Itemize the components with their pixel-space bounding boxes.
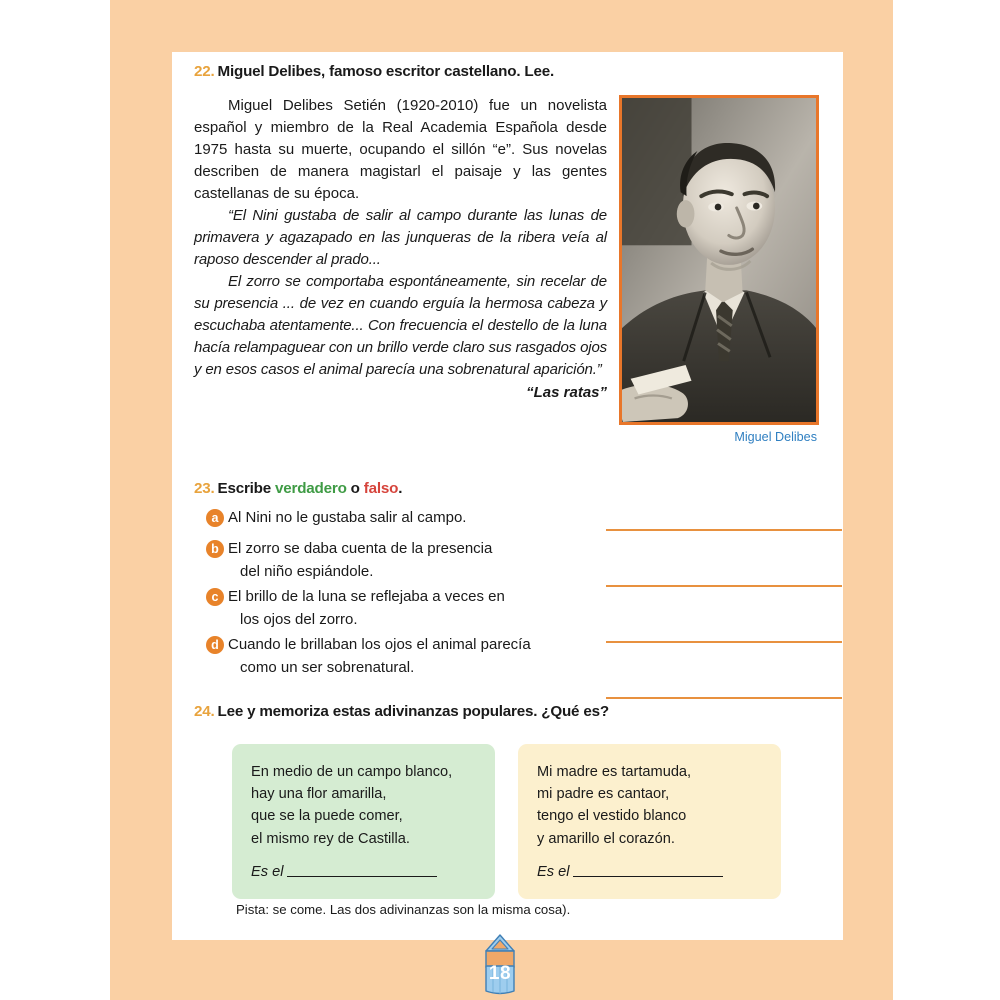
- riddle-green-line-4: el mismo rey de Castilla.: [251, 830, 410, 847]
- quote-source: “Las ratas”: [526, 383, 607, 401]
- item-text-a-line1: Al Nini no le gustaba salir al campo.: [228, 509, 467, 526]
- item-text-c: [228, 586, 588, 631]
- content-sheet: [172, 52, 843, 940]
- exercise-22-heading: [194, 62, 824, 81]
- author-photo-block: [619, 95, 819, 444]
- riddle-green-line-2: hay una flor amarilla,: [251, 786, 387, 803]
- exercise-23-heading: [194, 479, 402, 498]
- item-text-d: [228, 634, 588, 679]
- item-text-c-line2: los ojos del zorro.: [240, 610, 358, 628]
- riddle-yellow-line-3: tengo el vestido blanco: [537, 808, 687, 825]
- keyword-verdadero: verdadero: [275, 480, 347, 497]
- true-false-list: [206, 507, 828, 682]
- exercise-24-heading: [194, 702, 609, 721]
- exercise-24-title: Lee y memoriza estas adivinanzas populares. ¿Qué es?: [217, 703, 609, 720]
- answer-line-c[interactable]: [606, 641, 842, 643]
- list-item: [206, 586, 828, 631]
- riddle-yellow-answer-row: [537, 861, 762, 883]
- list-item: [206, 538, 828, 583]
- riddle-green-answer-blank[interactable]: [287, 876, 437, 877]
- exercise-23-title-end: .: [398, 480, 403, 497]
- riddle-yellow-answer-label: Es el: [537, 863, 570, 880]
- item-marker-a: a: [206, 509, 224, 527]
- riddle-yellow-line-2: mi padre es cantaor,: [537, 786, 670, 803]
- exercise-23-title-before: Escribe: [217, 480, 276, 497]
- riddle-container: [232, 744, 822, 899]
- exercise-24-number: 24.: [194, 703, 215, 720]
- item-text-d-line2: como un ser sobrenatural.: [240, 658, 415, 676]
- exercise-22-number: 22.: [194, 63, 215, 80]
- item-text-b-line2: del niño espiándole.: [240, 562, 374, 580]
- item-marker-c: c: [206, 588, 224, 606]
- riddle-green-line-1: En medio de un campo blanco,: [251, 764, 453, 780]
- answer-line-b[interactable]: [606, 585, 842, 587]
- keyword-falso: falso: [363, 480, 399, 497]
- item-text-a: [228, 507, 588, 530]
- item-text-b-line1: El zorro se daba cuenta de la presencia: [228, 540, 493, 557]
- item-text-d-line1: Cuando le brillaban los ojos el animal parecía: [228, 636, 531, 653]
- riddle-card-yellow: [518, 744, 781, 899]
- riddle-card-green: [232, 744, 495, 899]
- bio-paragraph: Miguel Delibes Setién (1920-2010) fue un novelista español y miembro de la Real Academia Española desde 1975 hasta su muerte, ocupando el sillón “e”. Sus novelas describen de manera magistarl el paisaje y las gentes castellanas de su época.: [194, 97, 607, 202]
- riddle-yellow-answer-blank[interactable]: [573, 876, 723, 877]
- quote-paragraph-2: El zorro se comportaba espontáneamente, sin recelar de su presencia ... de vez en cuando erguía la hermosa cabeza y escuchaba atentamente... Con frecuencia el destello de la luna hacía relampaguear con un brillo verde claro sus rasgados ojos y en esos casos el animal parecía una sobrenatural aparición.”: [194, 272, 607, 378]
- riddle-green-line-3: que se la puede comer,: [251, 808, 403, 825]
- exercise-22-title: Miguel Delibes, famoso escritor castellano. Lee.: [217, 63, 554, 80]
- item-text-c-line1: El brillo de la luna se reflejaba a veces en: [228, 588, 505, 605]
- portrait-photo-miguel-delibes: [619, 95, 819, 425]
- riddle-green-answer-label: Es el: [251, 863, 284, 880]
- exercise-23-number: 23.: [194, 480, 215, 497]
- item-text-b: [228, 538, 588, 583]
- riddle-yellow-line-4: y amarillo el corazón.: [537, 830, 675, 847]
- page-number: 18: [488, 963, 512, 984]
- riddle-green-answer-row: [251, 861, 476, 883]
- answer-line-a[interactable]: [606, 529, 842, 531]
- item-marker-b: b: [206, 540, 224, 558]
- answer-line-d[interactable]: [606, 697, 842, 699]
- item-marker-d: d: [206, 636, 224, 654]
- photo-caption: Miguel Delibes: [734, 430, 817, 444]
- page-number-pencil-icon: [470, 933, 530, 997]
- riddle-yellow-line-1: Mi madre es tartamuda,: [537, 764, 692, 780]
- quote-paragraph-1: “El Nini gustaba de salir al campo durante las lunas de primavera y agazapado en las junqueras de la ribera veía al raposo descender al prado...: [194, 206, 607, 268]
- exercise-22-body: [194, 95, 607, 404]
- hint-text: Pista: se come. Las dos adivinanzas son la misma cosa).: [236, 902, 571, 917]
- exercise-23-title-middle: o: [346, 480, 364, 497]
